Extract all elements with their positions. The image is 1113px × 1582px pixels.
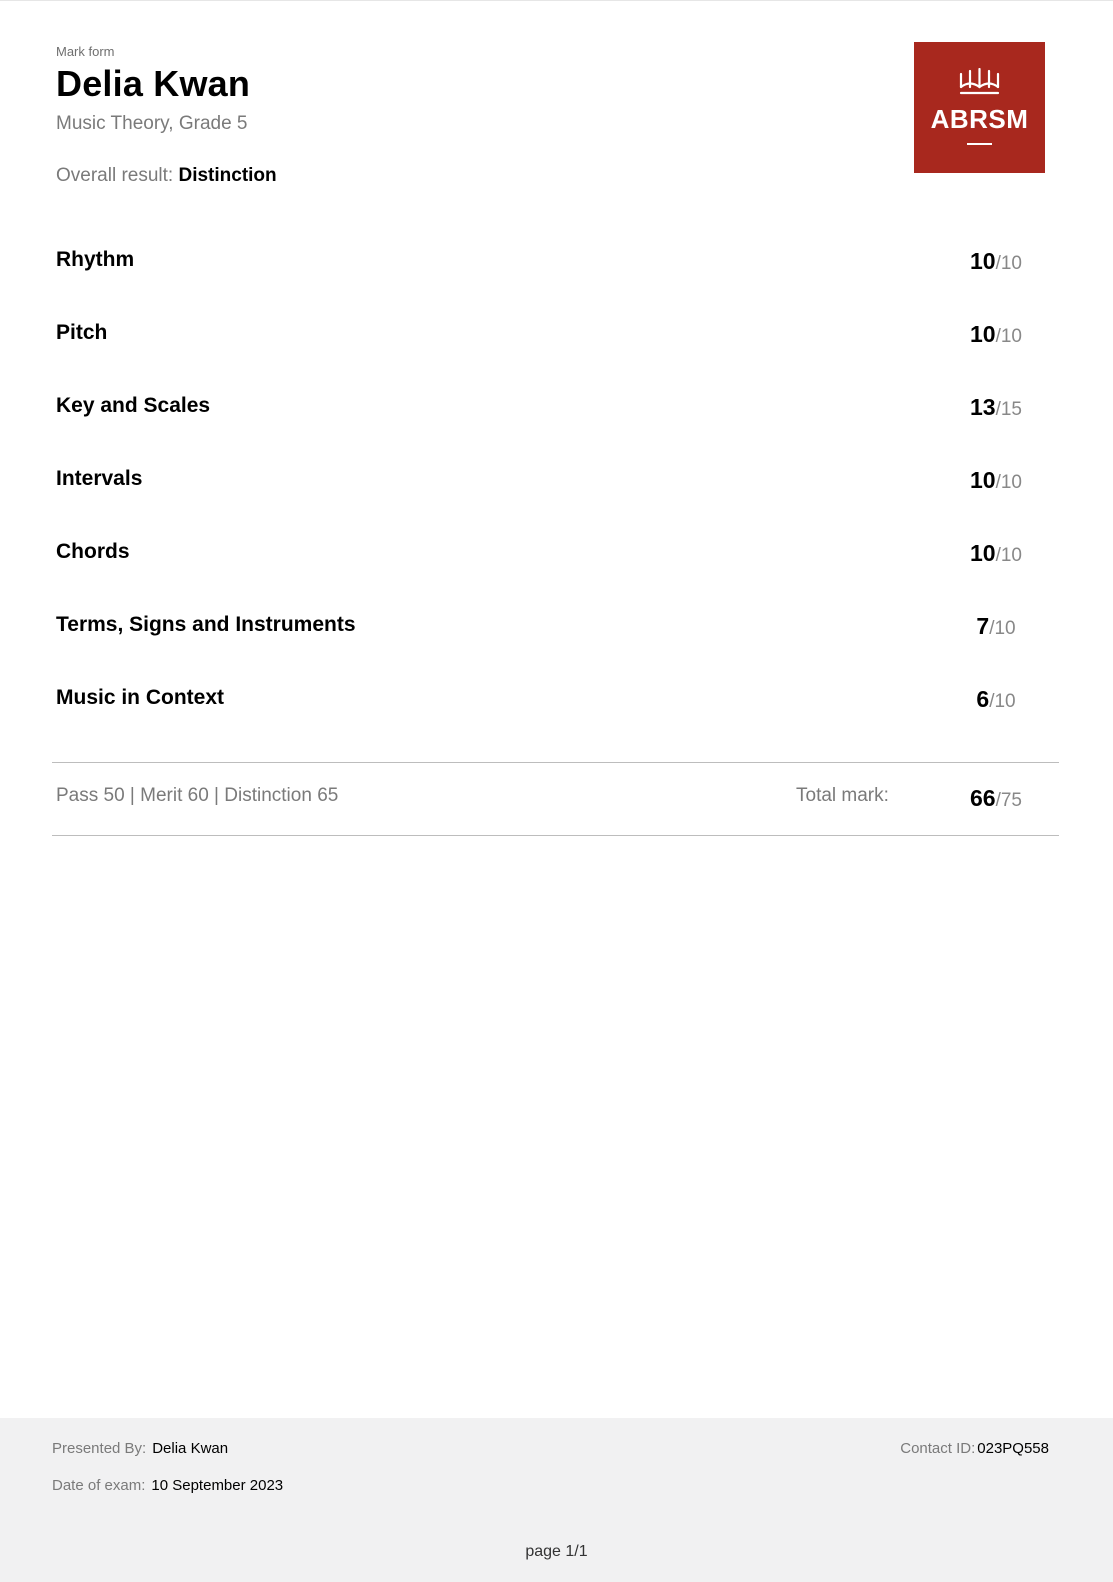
exam-date-value: 10 September 2023 (151, 1477, 284, 1494)
score-awarded: 6 (976, 686, 990, 712)
section-label: Music in Context (56, 686, 225, 709)
section-score (956, 467, 1036, 494)
score-separator: / (989, 618, 995, 639)
score-max: 10 (994, 691, 1016, 712)
score-separator: / (995, 326, 1001, 347)
score-awarded: 10 (969, 248, 996, 274)
section-label: Key and Scales (56, 394, 211, 417)
total-mark-label: Total mark: (796, 785, 889, 806)
section-row (56, 313, 1060, 386)
grade-thresholds: Pass 50 | Merit 60 | Distinction 65 (56, 785, 339, 806)
section-score (956, 540, 1036, 567)
score-max: 10 (1000, 326, 1022, 347)
section-label: Rhythm (56, 248, 135, 271)
logo-text: ABRSM (930, 104, 1029, 134)
overall-result-value: Distinction (178, 165, 277, 186)
score-awarded: 7 (976, 613, 990, 639)
section-row (56, 240, 1060, 313)
section-score (956, 686, 1036, 713)
section-label: Intervals (56, 467, 143, 490)
score-separator: / (995, 790, 1001, 811)
section-score (956, 321, 1036, 348)
logo-underline (967, 143, 992, 145)
section-marks (56, 240, 1060, 751)
score-separator: / (995, 545, 1001, 566)
footer (0, 1418, 1113, 1582)
section-row (56, 386, 1060, 459)
score-max: 10 (1000, 253, 1022, 274)
section-row (56, 605, 1060, 678)
score-awarded: 10 (969, 321, 996, 347)
score-max: 10 (1000, 545, 1022, 566)
contact-id-label: Contact ID: (900, 1440, 976, 1457)
exam-date-label: Date of exam: (52, 1477, 146, 1494)
presented-by-value: Delia Kwan (152, 1440, 229, 1457)
total-max: 75 (1000, 790, 1022, 811)
top-rule (0, 0, 1113, 1)
score-awarded: 10 (969, 540, 996, 566)
score-separator: / (995, 253, 1001, 274)
candidate-name: Delia Kwan (56, 63, 251, 104)
form-kicker: Mark form (56, 44, 115, 59)
presented-by-label: Presented By: (52, 1440, 147, 1457)
total-band (52, 762, 1059, 836)
score-max: 10 (1000, 472, 1022, 493)
section-label: Terms, Signs and Instruments (56, 613, 356, 636)
section-row (56, 459, 1060, 532)
crown-icon (957, 68, 1002, 98)
score-separator: / (995, 399, 1001, 420)
mark-form-header (56, 44, 756, 187)
score-separator: / (989, 691, 995, 712)
section-row (56, 678, 1060, 751)
contact-id-value: 023PQ558 (977, 1440, 1049, 1457)
score-max: 10 (994, 618, 1016, 639)
overall-result-label: Overall result: (56, 165, 174, 186)
section-score (956, 613, 1036, 640)
abrsm-logo (914, 42, 1045, 173)
section-row (56, 532, 1060, 605)
section-label: Chords (56, 540, 130, 563)
total-awarded: 66 (969, 785, 996, 811)
exam-date (52, 1477, 283, 1494)
score-separator: / (995, 472, 1001, 493)
page-number: page 1/1 (525, 1543, 588, 1560)
score-awarded: 13 (969, 394, 996, 420)
section-score (956, 248, 1036, 275)
score-max: 15 (1000, 399, 1022, 420)
section-label: Pitch (56, 321, 108, 344)
contact-id (900, 1440, 1049, 1457)
overall-result (56, 165, 756, 187)
score-awarded: 10 (969, 467, 996, 493)
total-mark-score (956, 785, 1036, 812)
presented-by (52, 1440, 228, 1457)
exam-subject: Music Theory, Grade 5 (56, 113, 248, 134)
section-score (956, 394, 1036, 421)
